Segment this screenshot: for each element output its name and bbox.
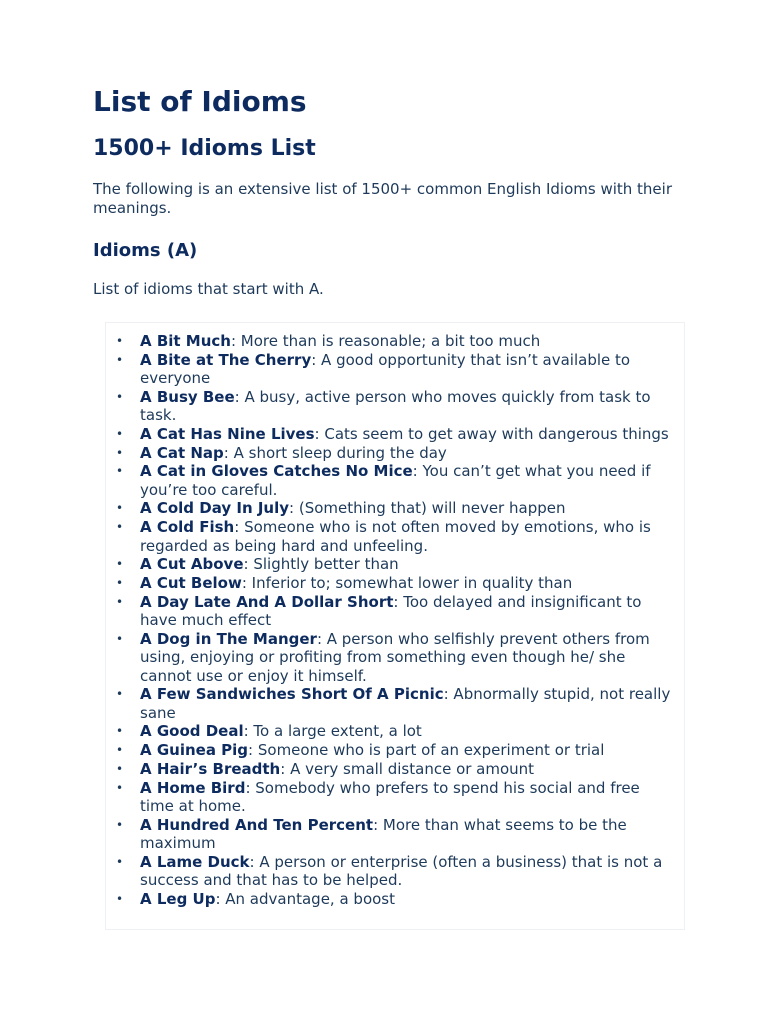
list-item (116, 722, 676, 741)
bullet-icon: • (116, 724, 124, 739)
idiom-term: A Cat in Gloves Catches No Mice (140, 462, 413, 481)
idiom-term: A Home Bird (140, 778, 246, 797)
bullet-icon: • (116, 426, 124, 441)
list-item (116, 573, 676, 592)
list-item (116, 759, 676, 778)
document-page (93, 84, 693, 299)
list-item (116, 815, 676, 853)
idiom-term: A Hundred And Ten Percent (140, 815, 374, 834)
idiom-meaning: : Cats seem to get away with dangerous things (314, 424, 669, 443)
bullet-icon: • (116, 854, 124, 869)
idiom-meaning: : Slightly better than (243, 555, 399, 574)
bullet-icon: • (116, 352, 124, 367)
idiom-term: A Bite at The Cherry (140, 350, 312, 369)
list-item (116, 741, 676, 760)
idiom-term: A Guinea Pig (140, 741, 249, 760)
bullet-icon: • (116, 594, 124, 609)
bullet-icon: • (116, 389, 124, 404)
idiom-term: A Bit Much (140, 332, 231, 350)
idiom-meaning: : Too delayed and insignificant to have much effect (140, 592, 642, 630)
list-item (116, 889, 676, 908)
bullet-icon: • (116, 780, 124, 795)
idiom-meaning: : An advantage, a boost (215, 889, 395, 908)
idiom-term: A Good Deal (140, 722, 244, 741)
idiom-term: A Hair’s Breadth (140, 759, 281, 778)
list-item (116, 499, 676, 518)
list-item (116, 387, 676, 425)
bullet-icon: • (116, 761, 124, 776)
idiom-term: A Lame Duck (140, 852, 250, 871)
list-item (116, 592, 676, 630)
document-subtitle: 1500+ Idioms List (93, 136, 316, 161)
list-item (116, 629, 676, 685)
idiom-meaning: : You can’t get what you need if you’re too careful. (140, 462, 651, 499)
idiom-term: A Dog in The Manger (140, 629, 317, 648)
document-title: List of Idioms (93, 85, 307, 118)
list-item (116, 332, 676, 350)
list-item (116, 518, 676, 555)
list-item (116, 778, 676, 816)
idiom-term: A Cat Has Nine Lives (140, 424, 315, 443)
idiom-meaning: : Someone who is part of an experiment or trial (248, 741, 605, 760)
idiom-meaning: : More than is reasonable; a bit too much (230, 332, 541, 350)
idiom-meaning: : Someone who is not often moved by emotions, who is regarded as being hard and unfeeling. (140, 518, 651, 555)
bullet-icon: • (116, 445, 124, 460)
bullet-icon: • (116, 520, 124, 535)
list-item (116, 350, 676, 388)
idiom-meaning: : (Something that) will never happen (289, 499, 566, 518)
idiom-list (106, 332, 684, 908)
section-heading: Idioms (A) (93, 240, 198, 261)
idiom-term: A Cut Below (140, 573, 242, 592)
list-item (116, 443, 676, 462)
idiom-term: A Cut Above (140, 555, 244, 574)
bullet-icon: • (116, 631, 124, 646)
idiom-meaning: : A very small distance or amount (280, 759, 535, 778)
idiom-meaning: : A good opportunity that isn’t available to everyone (140, 350, 631, 388)
intro-paragraph: The following is an extensive list of 1500+ common English Idioms with their meanings. (93, 180, 672, 217)
bullet-icon: • (116, 464, 124, 479)
bullet-icon: • (116, 743, 124, 758)
idiom-term: A Day Late And A Dollar Short (140, 592, 394, 611)
list-item (116, 685, 676, 722)
bullet-icon: • (116, 501, 124, 516)
idiom-meaning: : Abnormally stupid, not really sane (140, 685, 671, 722)
bullet-icon: • (116, 817, 124, 832)
bullet-icon: • (116, 891, 124, 906)
idiom-meaning: : Somebody who prefers to spend his social and free time at home. (140, 778, 640, 815)
idiom-term: A Cold Day In July (140, 499, 290, 518)
section-description: List of idioms that start with A. (93, 280, 324, 298)
idiom-list-box (105, 322, 685, 930)
idiom-meaning: : More than what seems to be the maximum (140, 815, 627, 853)
list-item (116, 852, 676, 890)
idiom-term: A Cat Nap (140, 443, 224, 462)
list-item (116, 462, 676, 499)
bullet-icon: • (116, 557, 124, 572)
idiom-meaning: : A person or enterprise (often a business) that is not a success and that has to be helped. (140, 852, 663, 890)
bullet-icon: • (116, 334, 124, 348)
idiom-meaning: : A short sleep during the day (223, 443, 447, 462)
idiom-meaning: : Inferior to; somewhat lower in quality than (241, 573, 573, 592)
bullet-icon: • (116, 575, 124, 590)
list-item (116, 555, 676, 574)
idiom-meaning: : A busy, active person who moves quickly from task to task. (140, 387, 651, 425)
idiom-meaning: : To a large extent, a lot (243, 722, 422, 741)
idiom-term: A Cold Fish (140, 518, 235, 537)
bullet-icon: • (116, 687, 124, 702)
list-item (116, 424, 676, 443)
idiom-term: A Busy Bee (140, 387, 235, 406)
idiom-meaning: : A person who selfishly prevent others from using, enjoying or profiting from something even though he/ she cannot use or enjoy it himself. (140, 629, 650, 685)
idiom-term: A Few Sandwiches Short Of A Picnic (140, 685, 444, 704)
idiom-term: A Leg Up (140, 889, 216, 908)
